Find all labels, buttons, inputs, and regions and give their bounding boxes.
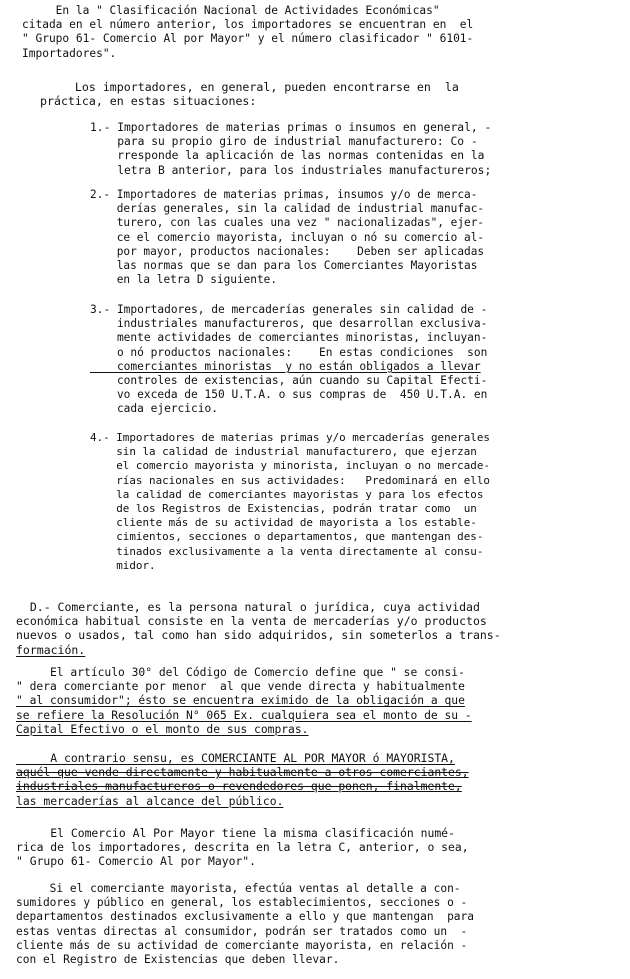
text-line: sumidores y público en general, los establecimientos, secciones o -: [16, 896, 468, 910]
text-line: derías generales, sin la calidad de industrial manufac-: [90, 202, 485, 216]
text-line: Importadores".: [22, 46, 117, 60]
text-line: cimientos, secciones o departamentos, que mantengan des-: [90, 530, 484, 544]
text-line: 4.- Importadores de materias primas y/o mercaderías generales: [90, 431, 490, 444]
text-line: 1.- Importadores de materias primas o insumos en general, -: [90, 121, 492, 134]
text-line: mente actividades de comerciantes minoristas, incluyan-: [90, 331, 488, 345]
text-line: para su propio giro de industrial manufacturero: Co -: [90, 135, 478, 149]
text-line: económica habitual consiste en la venta de mercaderías y/o productos: [16, 614, 487, 629]
text-line: en la letra D siguiente.: [90, 273, 278, 287]
text-line: rresponde la aplicación de las normas contenidas en la: [90, 149, 485, 163]
text-line: el comercio mayorista y minorista, incluyan o no mercade-: [90, 459, 490, 473]
text-line: " dera comerciante por menor al que vende directa y habitualmente: [16, 680, 465, 694]
text-line: rías nacionales en sus actividades: Predominará en ello: [90, 473, 490, 487]
text-line-underlined: Capital Efectivo o el monto de sus compras.: [16, 722, 309, 736]
text-line: por mayor, productos nacionales: Deben ser aplicadas: [90, 244, 485, 258]
text-line: citada en el número anterior, los importadores se encuentran en el: [22, 18, 474, 32]
list-item-3: [90, 303, 487, 417]
text-line-underlined: A contrario sensu, es COMERCIANTE AL POR MAYOR ó MAYORISTA,: [16, 751, 455, 765]
text-line: 3.- Importadores, de mercaderías generales sin calidad de -: [90, 303, 488, 316]
text-line: midor.: [90, 558, 156, 572]
text-line: estas ventas directas al consumidor, podrán ser tratados como un -: [16, 924, 468, 938]
text-line-underlined: aquél que vende directamente y habitualmente a otros comerciantes,: [16, 765, 469, 780]
contrario-sensu-paragraph: [16, 751, 469, 808]
text-line: cada ejercicio.: [90, 402, 218, 416]
text-line: la calidad de comerciantes mayoristas y para los efectos: [90, 487, 484, 501]
text-line: las normas que se dan para los Comerciantes Mayoristas: [90, 258, 478, 272]
text-line: departamentos destinados exclusivamente a ello y que mantengan para: [16, 910, 475, 924]
section-d-paragraph: [16, 600, 501, 657]
text-line: práctica, en estas situaciones:: [40, 94, 257, 109]
text-line: sin la calidad de industrial manufacturero, que ejerzan: [90, 445, 477, 459]
text-line: turero, con las cuales una vez " nacionalizadas", ejer-: [90, 216, 485, 230]
text-line: de los Registros de Existencias, podrán tratar como un: [90, 501, 477, 515]
text-line: vo exceda de 150 U.T.A. o sus compras de 450 U.T.A. en: [90, 388, 488, 402]
text-line: cliente más de su actividad de comerciante mayorista, en relación -: [16, 938, 468, 952]
text-line: El Comercio Al Por Mayor tiene la misma clasificación numé-: [16, 826, 455, 840]
list-item-2: [90, 188, 484, 287]
text-line: " Grupo 61- Comercio Al por Mayor".: [16, 854, 257, 869]
comercio-mayor-paragraph: [16, 826, 469, 869]
text-line: cliente más de su actividad de mayorista a los estable-: [90, 516, 477, 530]
text-line: El artículo 30° del Código de Comercio define que " se consi-: [16, 666, 465, 679]
text-line: Los importadores, en general, pueden encontrarse en la: [40, 80, 459, 94]
text-line: " Grupo 61- Comercio Al por Mayor" y el número clasificador " 6101-: [22, 32, 474, 46]
list-item-4: [90, 431, 490, 573]
text-line: rica de los importadores, descrita en la letra C, anterior, o sea,: [16, 840, 469, 855]
text-line: ce el comercio mayorista, incluyan o nó su comercio al-: [90, 230, 485, 244]
text-line: o nó productos nacionales: En estas condiciones son: [90, 345, 488, 359]
situations-intro-paragraph: [40, 80, 459, 108]
text-line-underlined: se refiere la Resolución N° 065 Ex. cualquiera sea el monto de su -: [16, 708, 472, 722]
mayorista-detalle-paragraph: [16, 882, 474, 967]
text-line-underlined: comerciantes minoristas y no están obligados a llevar: [90, 359, 481, 373]
text-line: letra B anterior, para los industriales manufactureros;: [90, 163, 492, 177]
text-line-underlined: formación.: [16, 642, 86, 657]
text-line: con el Registro de Existencias que deben llevar.: [16, 952, 340, 966]
text-line: 2.- Importadores de materias primas, insumos y/o de merca-: [90, 188, 478, 201]
text-line: En la " Clasificación Nacional de Actividades Económicas": [22, 4, 440, 17]
article-30-paragraph: [16, 666, 472, 737]
text-line: industriales manufactureros, que desarrollan exclusiva-: [90, 317, 488, 331]
text-line-underlined: " al consumidor"; ésto se encuentra eximido de la obligación a que: [16, 694, 465, 708]
text-line: Si el comerciante mayorista, efectúa ventas al detalle a con-: [16, 882, 461, 895]
text-line-underlined: industriales manufactureros o revendedores que ponen, finalmente,: [16, 779, 462, 794]
text-line: D.- Comerciante, es la persona natural o jurídica, cuya actividad: [16, 600, 480, 614]
text-line: controles de existencias, aún cuando su Capital Efecti-: [90, 373, 488, 387]
text-line: tinados exclusivamente a la venta directamente al consu-: [90, 544, 484, 558]
text-line: nuevos o usados, tal como han sido adquiridos, sin someterlos a trans-: [16, 628, 501, 643]
text-line-underlined: las mercaderías al alcance del público.: [16, 793, 284, 808]
intro-paragraph: [22, 4, 473, 61]
list-item-1: [90, 121, 491, 178]
